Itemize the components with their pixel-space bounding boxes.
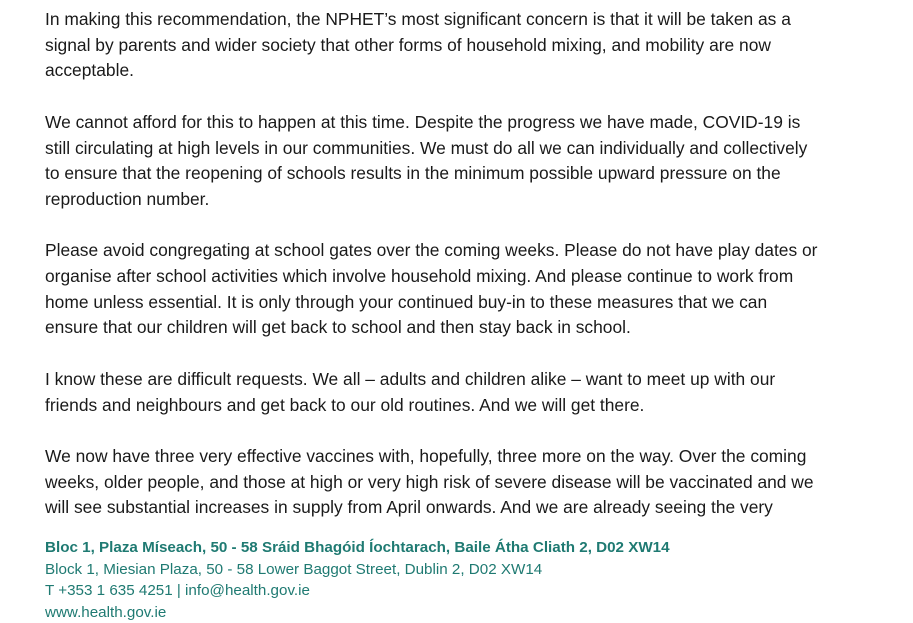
text-line: We cannot afford for this to happen at this time. Despite the progress we have made, COVID-19 is <box>45 110 885 136</box>
text-line: still circulating at high levels in our communities. We must do all we can individually and collectively <box>45 136 885 162</box>
text-line: friends and neighbours and get back to our old routines. And we will get there. <box>45 393 885 419</box>
address-english: Block 1, Miesian Plaza, 50 - 58 Lower Baggot Street, Dublin 2, D02 XW14 <box>45 559 865 581</box>
text-line: Please avoid congregating at school gates over the coming weeks. Please do not have play dates or <box>45 238 885 264</box>
text-line: We now have three very effective vaccines with, hopefully, three more on the way. Over the coming <box>45 444 885 470</box>
text-line: signal by parents and wider society that other forms of household mixing, and mobility are now <box>45 33 885 59</box>
text-line: ensure that our children will get back to school and then stay back in school. <box>45 315 885 341</box>
website-line <box>45 602 865 623</box>
text-line: home unless essential. It is only through your continued buy-in to these measures that we can <box>45 290 885 316</box>
paragraph-covid-circulating <box>45 110 885 213</box>
letter-body <box>45 7 885 547</box>
paragraph-vaccines <box>45 444 885 521</box>
paragraph-school-gates <box>45 238 885 341</box>
text-line: I know these are difficult requests. We all – adults and children alike – want to meet up with our <box>45 367 885 393</box>
paragraph-recommendation-concern <box>45 7 885 84</box>
address-irish: Bloc 1, Plaza Míseach, 50 - 58 Sráid Bhagóid Íochtarach, Baile Átha Cliath 2, D02 XW14 <box>45 537 865 559</box>
text-line: weeks, older people, and those at high or very high risk of severe disease will be vaccinated and we <box>45 470 885 496</box>
text-line: to ensure that the reopening of schools results in the minimum possible upward pressure on the <box>45 161 885 187</box>
website-link[interactable]: www.health.gov.ie <box>45 604 166 621</box>
letterhead-footer <box>45 537 865 623</box>
paragraph-difficult-requests <box>45 367 885 418</box>
contact-details: T +353 1 635 4251 | info@health.gov.ie <box>45 580 865 602</box>
text-line: organise after school activities which involve household mixing. And please continue to work from <box>45 264 885 290</box>
text-line: acceptable. <box>45 58 885 84</box>
text-line: will see substantial increases in supply from April onwards. And we are already seeing the very <box>45 495 885 521</box>
text-line: reproduction number. <box>45 187 885 213</box>
text-line: In making this recommendation, the NPHET’s most significant concern is that it will be taken as a <box>45 7 885 33</box>
